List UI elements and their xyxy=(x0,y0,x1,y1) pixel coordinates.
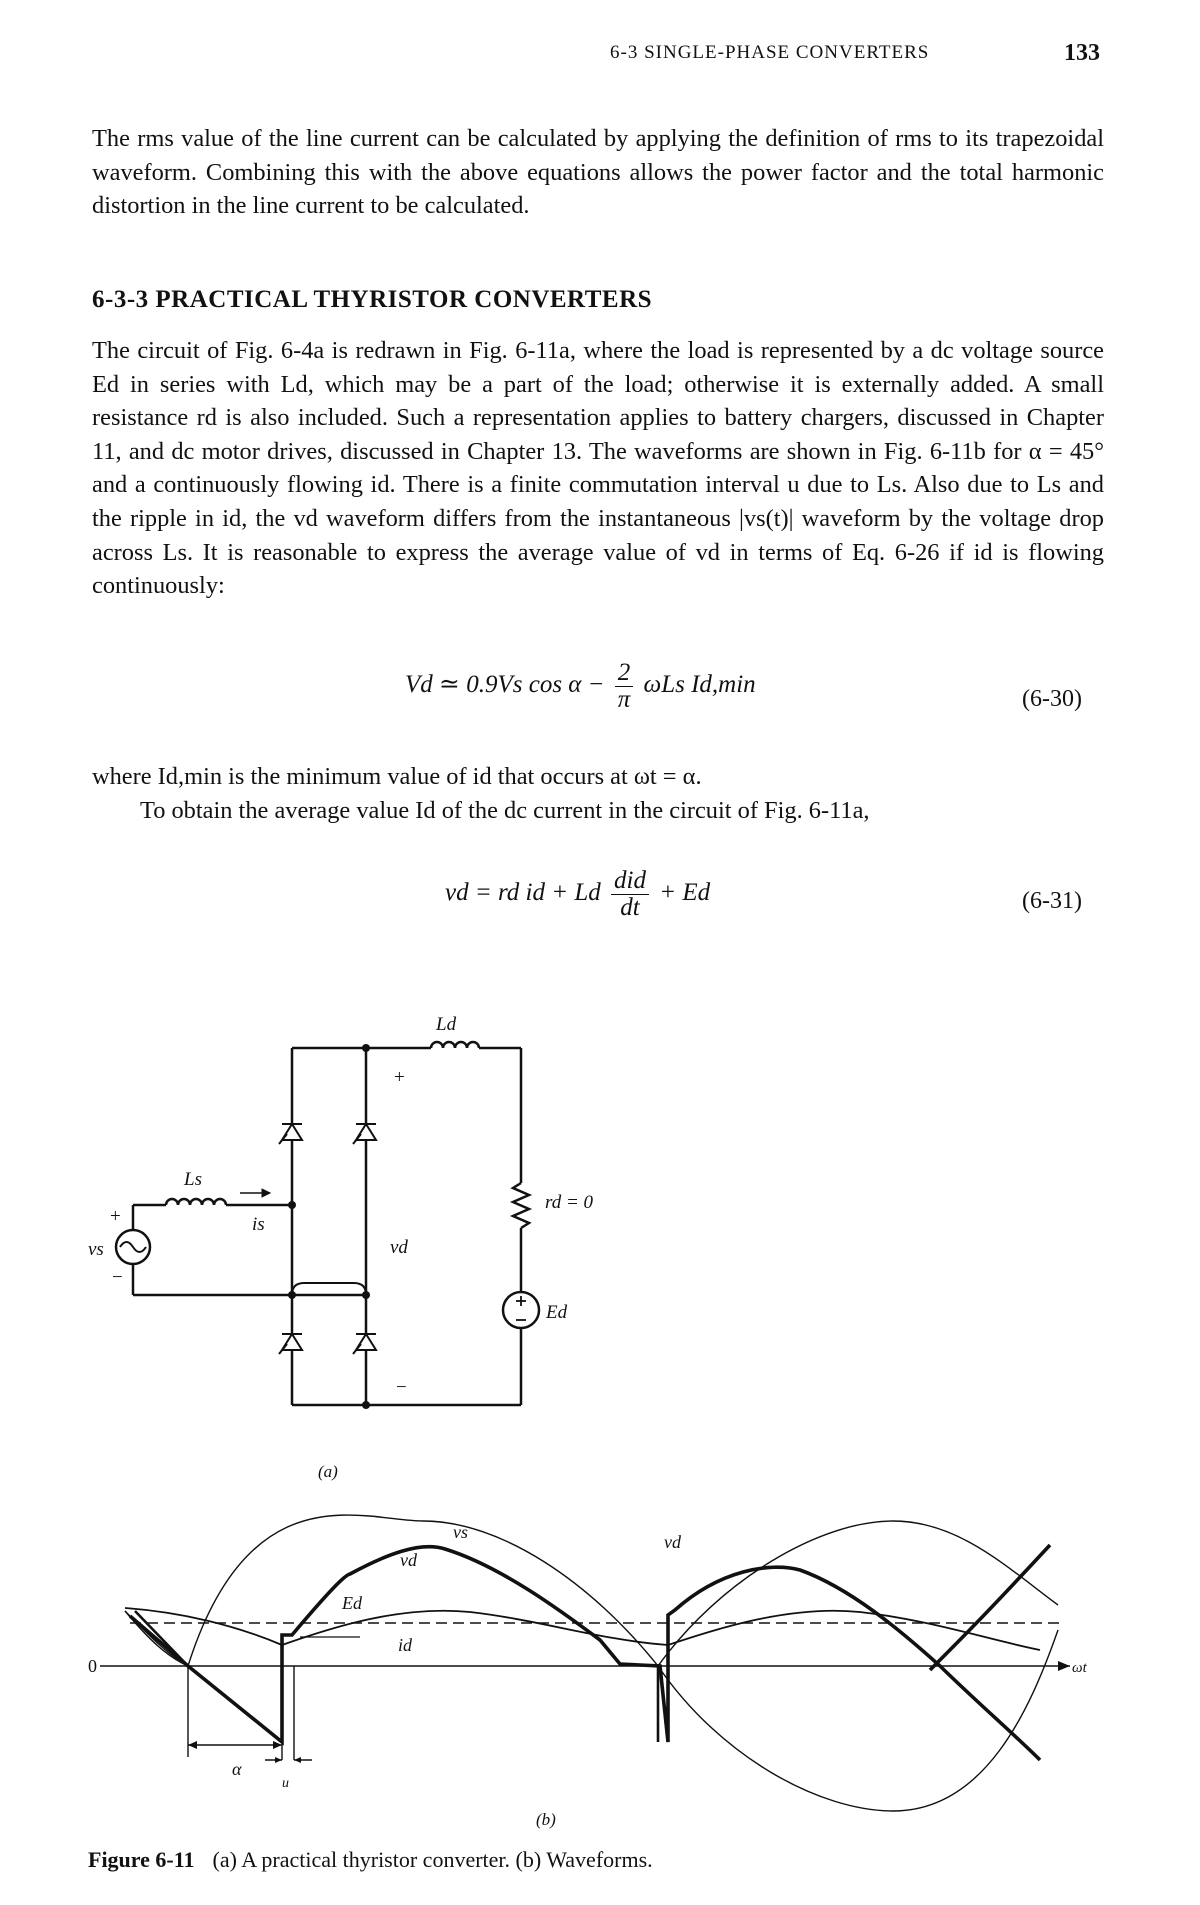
running-head-section: 6-3 SINGLE-PHASE CONVERTERS xyxy=(610,42,930,63)
wave-label-u: u xyxy=(282,1776,289,1791)
label-ed: Ed xyxy=(546,1302,568,1323)
equation-6-30-rhs: ωLs Id,min xyxy=(643,671,756,699)
junction-dots xyxy=(288,1044,370,1409)
vs-waveform xyxy=(125,1515,1058,1811)
waveform-plot xyxy=(100,1515,1070,1811)
u-dimension xyxy=(275,1757,301,1763)
thyristor-icon xyxy=(279,1334,302,1354)
label-src-plus: + xyxy=(110,1206,121,1227)
ac-sine-symbol xyxy=(120,1242,146,1252)
ld-inductor-icon xyxy=(431,1042,479,1048)
label-src-minus: − xyxy=(112,1267,123,1288)
equation-6-30-numerator: 2 xyxy=(615,660,634,687)
wave-label-zero: 0 xyxy=(88,1656,97,1676)
equation-6-31-number: (6-31) xyxy=(1022,888,1082,914)
equation-6-31-numerator: did xyxy=(611,868,649,895)
waveform-labels xyxy=(88,1522,1088,1829)
label-ls: Ls xyxy=(184,1169,202,1190)
equation-6-30-lhs: Vd ≃ 0.9Vs cos α − xyxy=(405,671,605,699)
label-vd: vd xyxy=(390,1237,408,1258)
figure-caption xyxy=(88,1847,653,1873)
wt-axis-arrow-icon xyxy=(1058,1661,1070,1671)
sublabel-b: (b) xyxy=(536,1810,556,1829)
sublabel-a: (a) xyxy=(318,1462,338,1481)
ls-inductor-icon xyxy=(166,1199,226,1205)
equation-6-30-number: (6-30) xyxy=(1022,686,1082,712)
wave-label-vd-2: vd xyxy=(664,1532,681,1552)
label-ld: Ld xyxy=(436,1014,457,1035)
caption-text: (a) A practical thyristor converter. (b) Waveforms. xyxy=(212,1847,653,1872)
label-rd: rd = 0 xyxy=(545,1192,594,1213)
caption-label: Figure 6-11 xyxy=(88,1847,195,1872)
circuit-labels xyxy=(88,1014,594,1481)
wave-label-alpha: α xyxy=(232,1759,242,1779)
wave-label-ed: Ed xyxy=(342,1593,362,1613)
equation-6-31-denominator: dt xyxy=(620,894,640,921)
thyristor-icon xyxy=(279,1124,302,1144)
body-paragraph: The circuit of Fig. 6-4a is redrawn in Fig. 6-11a, where the load is represented by a dc voltage source Ed in series with Ld, which may be a part of the load; otherwise it is externally added. A small resistance rd is also included. Such a representation applies to battery chargers, discussed in Chapter 11, and dc motor drives, discussed in Chapter 13. The waveforms are shown in Fig. 6-11b for α = 45° and a continuously flowing id. There is a finite commutation interval u due to Ls. Also due to Ls and the ripple in id, the vd waveform differs from the instantaneous |vs(t)| waveform by the voltage drop across Ls. It is reasonable to express the average value of vd in terms of Eq. 6-26 if id is flowing continuously: xyxy=(92,337,1104,600)
wave-label-vd-1: vd xyxy=(400,1550,417,1570)
is-arrow-icon xyxy=(262,1189,270,1197)
intro-paragraph: The rms value of the line current can be calculated by applying the definition of rms to its trapezoidal waveform. Combining this with the above equations allows the power factor and the total harmonic distortion in the line current to be calculated. xyxy=(92,125,1104,220)
label-minus-bottom: − xyxy=(396,1377,407,1398)
thyristor-icon xyxy=(353,1334,376,1354)
obtain-line: To obtain the average value Id of the dc current in the circuit of Fig. 6-11a, xyxy=(140,797,870,824)
equation-6-31-rhs: + Ed xyxy=(659,879,711,907)
label-vs: vs xyxy=(88,1239,104,1260)
vd-waveform xyxy=(130,1547,1040,1760)
wave-label-vs: vs xyxy=(453,1522,468,1542)
where-line: where Id,min is the minimum value of id that occurs at ωt = α. xyxy=(92,763,702,790)
label-plus-top: + xyxy=(394,1067,405,1088)
wave-label-id: id xyxy=(398,1635,413,1655)
page-number: 133 xyxy=(1064,40,1100,66)
label-is: is xyxy=(252,1214,265,1235)
equation-6-30-denominator: π xyxy=(617,686,631,713)
rd-resistor-icon xyxy=(513,1183,529,1228)
equation-6-31-lhs: vd = rd id + Ld xyxy=(445,879,601,907)
section-heading: 6-3-3 PRACTICAL THYRISTOR CONVERTERS xyxy=(92,286,653,313)
wave-label-wt: ωt xyxy=(1072,1660,1087,1676)
circuit-diagram xyxy=(116,1042,539,1405)
thyristors xyxy=(279,1124,376,1354)
thyristor-icon xyxy=(353,1124,376,1144)
